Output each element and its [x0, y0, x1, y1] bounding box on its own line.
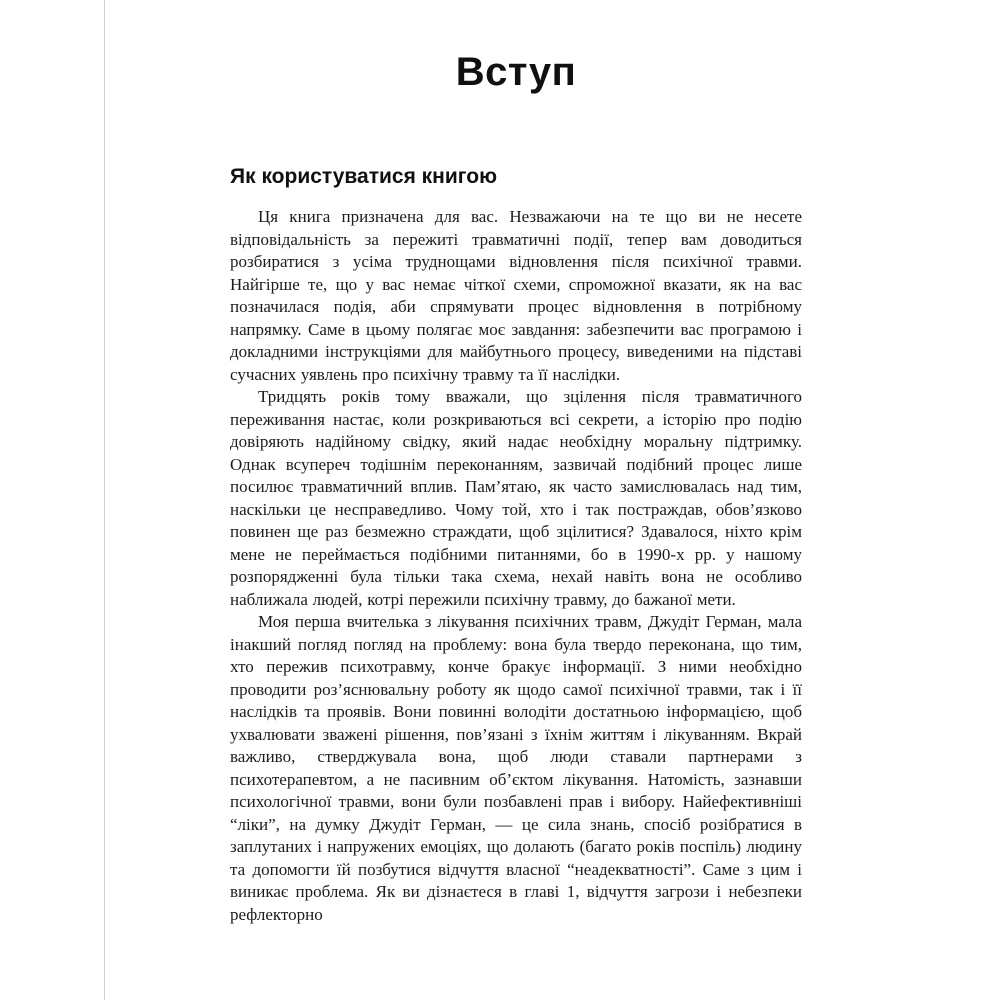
paragraph-3: Моя перша вчителька з лікування психічних травм, Джудіт Герман, мала інакший погляд погляд на проблему: вона була твердо переконана, що тим, хто пережив психотравму, конче бракує інформації. З ними необхідно проводити роз’яснювальну роботу як щодо самої психічної травми, так і її наслідків та проявів. Вони повинні володіти достатньою інформацією, щоб ухвалювати зважені рішення, пов’язані з їхнім життям і лікуванням. Вкрай важливо, стверджувала вона, щоб люди ставали партнерами з психотерапевтом, а не пасивним об’єктом лікування. Натомість, зазнавши психологічної травми, вони були позбавлені прав і вибору. Найефективніші “ліки”, на думку Джудіт Герман, — це сила знань, спосіб розібратися в заплутаних і напружених емоціях, що долають (багато років поспіль) людину та допомогти їй позбутися відчуття власної “неадекватності”. Саме з цим і виникає проблема. Як ви дізнаєтеся в главі 1, відчуття загрози і небезпеки рефлекторно: [230, 612, 802, 924]
page-edge-line: [104, 0, 105, 1000]
section-heading: Як користуватися книгою: [230, 165, 498, 188]
paragraph-1: Ця книга призначена для вас. Незважаючи на те що ви не несете відповідальність за пережиті травматичні події, тепер вам доводиться розбиратися з усіма труднощами відновлення після психічної травми. Найгірше те, що у вас немає чіткої схеми, спроможної вказати, як на вас позначилася подія, аби спрямувати процес відновлення в потрібному напрямку. Саме в цьому полягає моє завдання: забезпечити вас програмою і докладними інструкціями для майбутнього процесу, виведеними на підставі сучасних уявлень про психічну травму та її наслідки.: [230, 207, 802, 384]
body-text: [230, 206, 802, 926]
paragraph-2: Тридцять років тому вважали, що зцілення після травматичного переживання настає, коли розкриваються всі секрети, а історію про подію довіряють надійному свідку, який надає необхідну моральну підтримку. Однак всупереч тодішнім переконанням, зазвичай подібний процес лише посилює травматичний вплив. Пам’ятаю, як часто замислювалась над тим, наскільки це несправедливо. Чому той, хто і так постраждав, обов’язково повинен ще раз безмежно страждати, щоб зцілитися? Здавалося, ніхто крім мене не переймається подібними питаннями, бо в 1990-х рр. у нашому розпорядженні була тільки така схема, нехай навіть вона не особливо наближала людей, котрі пережили психічну травму, до бажаної мети.: [230, 387, 802, 609]
chapter-title: Вступ: [455, 50, 577, 94]
page-content: [230, 0, 802, 926]
